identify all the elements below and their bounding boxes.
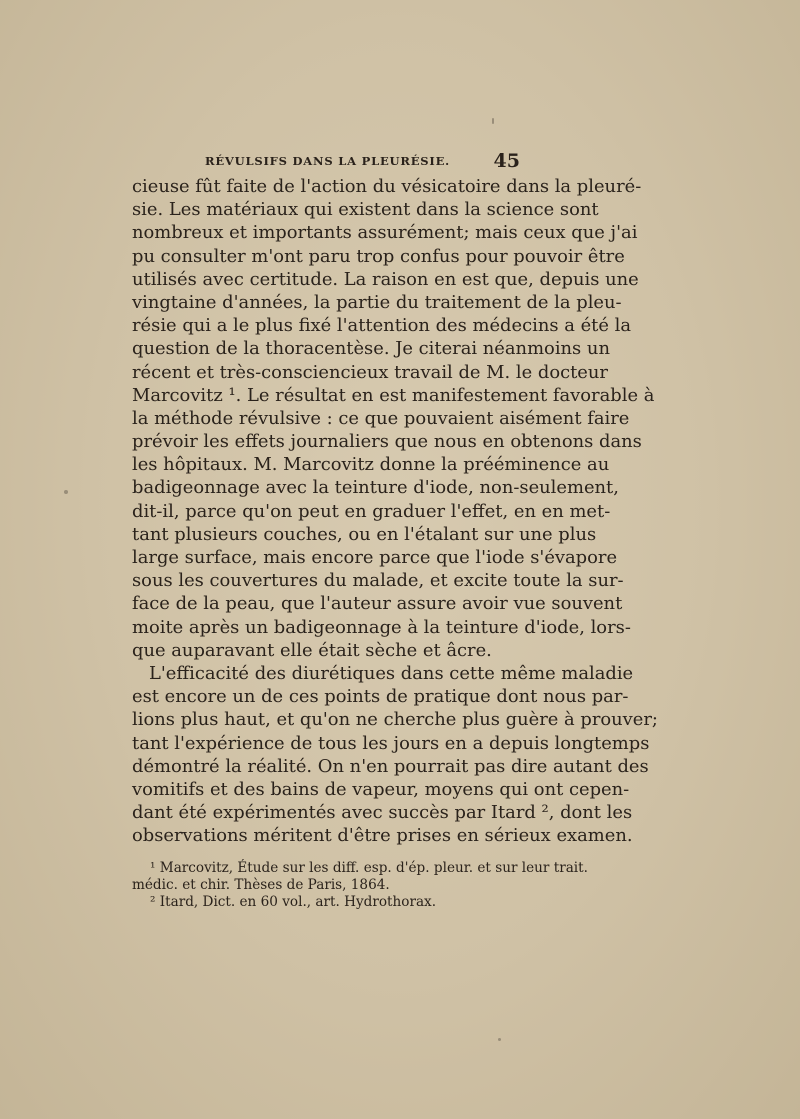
footnote-line: ¹ Marcovitz, Étude sur les diff. esp. d'ép. pleur. et sur leur trait. bbox=[150, 860, 588, 876]
text-line: L'efficacité des diurétiques dans cette même maladie bbox=[149, 662, 634, 684]
text-line: vingtaine d'années, la partie du traitement de la pleu- bbox=[132, 291, 622, 313]
text-line: la méthode révulsive : ce que pouvaient aisément faire bbox=[132, 407, 630, 429]
paper-speck bbox=[492, 118, 494, 124]
text-line: est encore un de ces points de pratique dont nous par- bbox=[132, 686, 629, 708]
text-line: cieuse fût faite de l'action du vésicatoire dans la pleuré- bbox=[132, 176, 642, 197]
text-line: nombreux et importants assurément; mais ceux que j'ai bbox=[132, 222, 638, 244]
text-line: face de la peau, que l'auteur assure avoir vue souvent bbox=[132, 593, 623, 615]
footnote-line: médic. et chir. Thèses de Paris, 1864. bbox=[132, 877, 390, 893]
text-line: dant été expérimentés avec succès par Itard ², dont les bbox=[132, 802, 633, 824]
page-number: 45 bbox=[493, 150, 520, 172]
text-line: utilisés avec certitude. La raison en est que, depuis une bbox=[132, 268, 639, 290]
text-line: résie qui a le plus fixé l'attention des médecins a été la bbox=[132, 315, 632, 337]
text-line: Marcovitz ¹. Le résultat en est manifestement favorable à bbox=[132, 384, 655, 406]
text-line: question de la thoracentèse. Je citerai néanmoins un bbox=[132, 338, 610, 360]
text-line: large surface, mais encore parce que l'iode s'évapore bbox=[132, 547, 618, 568]
text-line: tant l'expérience de tous les jours en a depuis longtemps bbox=[132, 732, 650, 754]
text-line: récent et très-consciencieux travail de M. le docteur bbox=[132, 361, 608, 383]
text-line: démontré la réalité. On n'en pourrait pas dire autant des bbox=[132, 755, 649, 777]
text-line: les hôpitaux. M. Marcovitz donne la prééminence au bbox=[132, 454, 610, 476]
page-header bbox=[205, 150, 520, 174]
text-line: pu consulter m'ont paru trop confus pour pouvoir être bbox=[132, 245, 625, 267]
text-line: dit-il, parce qu'on peut en graduer l'effet, en en met- bbox=[132, 500, 611, 522]
text-line: lions plus haut, et qu'on ne cherche plus guère à prouver; bbox=[132, 709, 658, 731]
running-title: RÉVULSIFS DANS LA PLEURÉSIE. bbox=[205, 154, 450, 168]
footnote-line: ² Itard, Dict. en 60 vol., art. Hydrothorax. bbox=[150, 894, 437, 910]
text-line: tant plusieurs couches, ou en l'étalant sur une plus bbox=[132, 523, 597, 545]
text-line: que auparavant elle était sèche et âcre. bbox=[132, 639, 492, 661]
text-line: badigeonnage avec la teinture d'iode, non-seulement, bbox=[132, 477, 619, 499]
paper-speck bbox=[498, 1038, 501, 1041]
footnotes bbox=[132, 860, 588, 911]
body-text bbox=[132, 175, 658, 847]
text-line: sous les couvertures du malade, et excite toute la sur- bbox=[132, 570, 624, 592]
text-line: sie. Les matériaux qui existent dans la science sont bbox=[132, 199, 599, 221]
text-line: prévoir les effets journaliers que nous en obtenons dans bbox=[132, 431, 642, 453]
text-line: moite après un badigeonnage à la teinture d'iode, lors- bbox=[132, 616, 631, 638]
text-line: observations méritent d'être prises en sérieux examen. bbox=[132, 825, 633, 847]
text-line: vomitifs et des bains de vapeur, moyens qui ont cepen- bbox=[132, 778, 630, 800]
paper-speck bbox=[64, 490, 68, 494]
